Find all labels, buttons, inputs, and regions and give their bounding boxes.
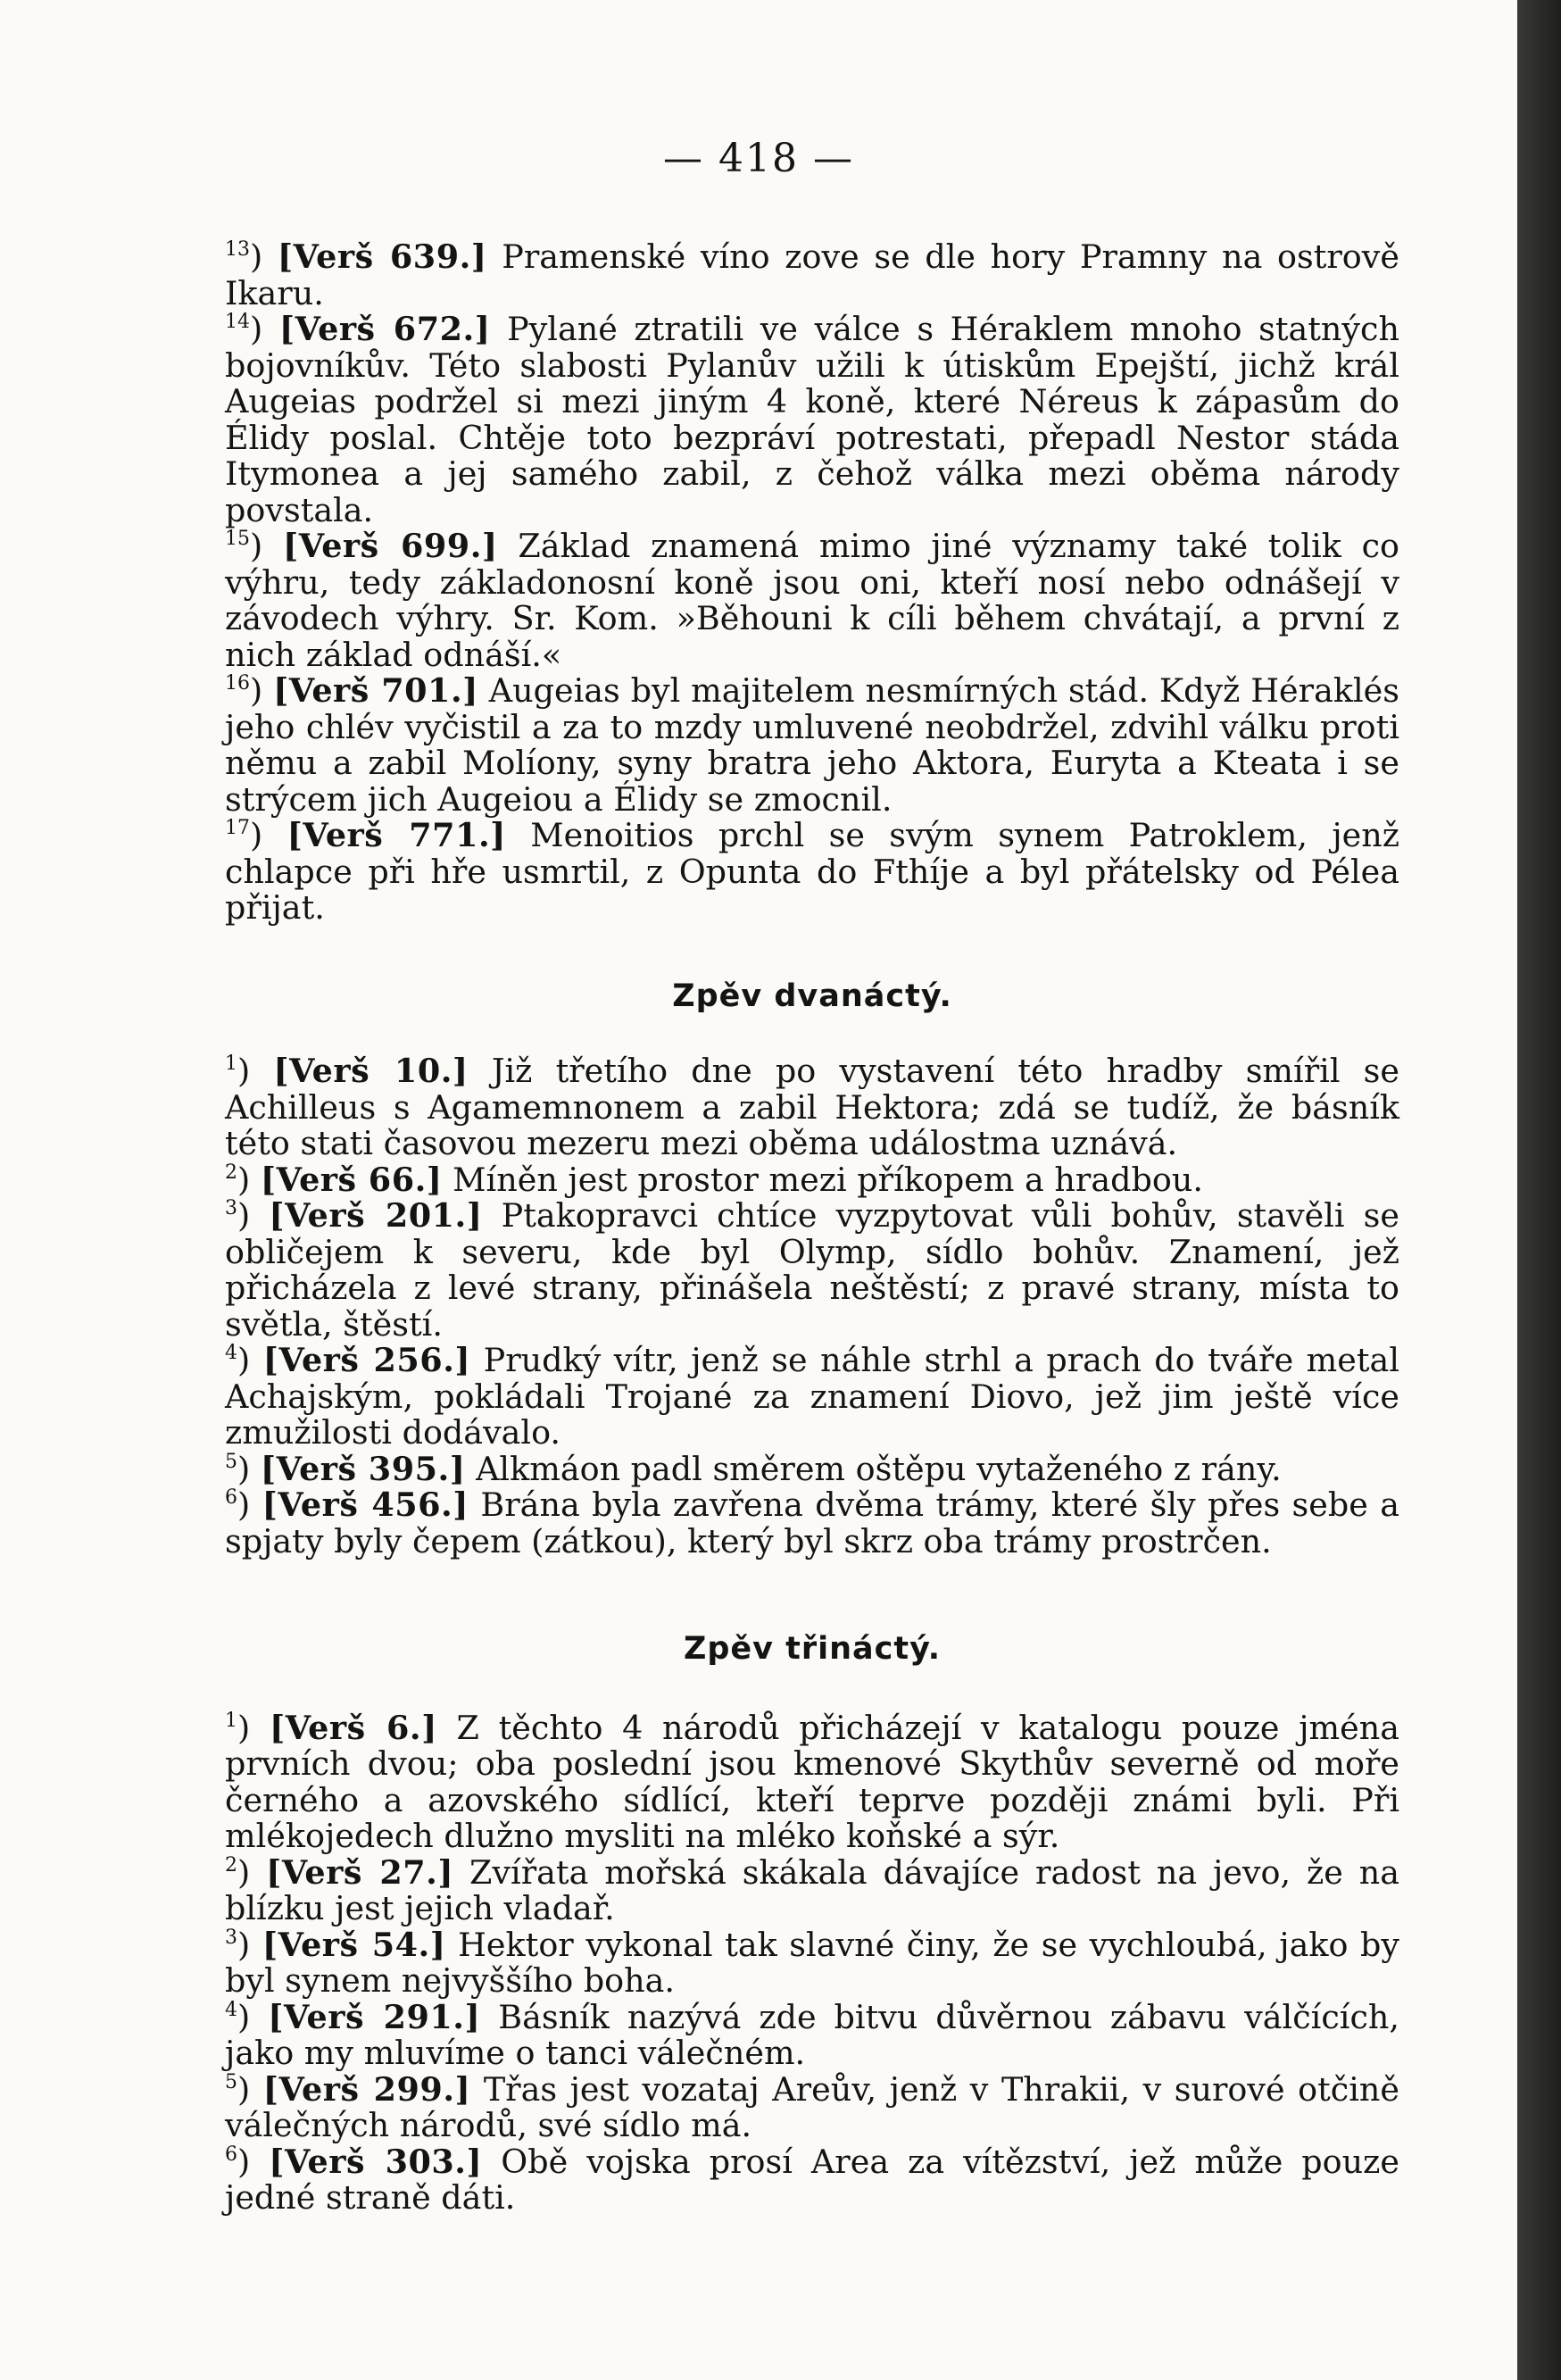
- verse-reference: [Verš 672.]: [278, 310, 491, 348]
- note-text: Prudký vítr, jenž se náhle strhl a prach do tváře metal Achajským, pokládali Trojané za znamení Diovo, jež jim ještě více zmužilosti dodávalo.: [225, 1341, 1399, 1452]
- verse-reference: [Verš 456.]: [262, 1485, 469, 1524]
- note-number: 16: [225, 672, 250, 695]
- section-twelve-notes: [225, 1053, 1399, 1560]
- note-text: Básník nazývá zde bitvu důvěrnou zábavu válčících, jako my mluvíme o tanci válečném.: [225, 1997, 1399, 2072]
- note-item: $^4$) [Verš 291.] Básník nazývá zde bitvu důvěrnou zábavu válčících, jako my mluvíme o tanci válečném.: [225, 1997, 1399, 2072]
- note-item: $^4$) [Verš 256.] Prudký vítr, jenž se náhle strhl a prach do tváře metal Achajským, pokládali Trojané za znamení Diovo, jež jim ještě více zmužilosti dodávalo.: [225, 1341, 1399, 1452]
- note-number: 4: [225, 1998, 237, 2021]
- note-item: $^6$) [Verš 303.] Obě vojska prosí Area za vítězství, jež může pouze jedné straně dáti.: [225, 2142, 1399, 2217]
- note-text: Již třetího dne po vystavení této hradby smířil se Achilleus s Agamemnonem a zabil Hektora; zdá se tudíž, že básník této stati časovou mezeru mezi oběma událostma uznává.: [225, 1052, 1400, 1162]
- scan-edge: [1517, 0, 1561, 2380]
- note-item: $^1$) [Verš 6.] Z těchto 4 národů přicházejí v katalogu pouze jména prvních dvou; oba poslední jsou kmenové Skythův severně od moře černého a azovského sídlící, kteří teprve později známi byli. Při mlékojedech dlužno mysliti na mléko koňské a sýr.: [225, 1708, 1400, 1855]
- note-text: Menoitios prchl se svým synem Patroklem, jenž chlapce při hře usmrtil, z Opunta do Fthíje a byl přátelsky od Pélea přijat.: [225, 816, 1399, 927]
- note-text: Zvířata mořská skákala dávajíce radost na jevo, že na blízku jest jejich vladař.: [225, 1852, 1400, 1927]
- note-item: $^3$) [Verš 201.] Ptakopravci chtíce vyzpytovat vůli bohův, stavěli se obličejem k severu, kde byl Olymp, sídlo bohův. Znamení, jež přicházela z levé strany, přinášela neštěstí; z pravé strany, místa to světla, štěstí.: [225, 1196, 1400, 1344]
- note-item: $^5$) [Verš 299.] Třas jest vozataj Areův, jenž v Thrakii, v surové otčině válečných národů, své sídlo má.: [225, 2069, 1399, 2144]
- note-number: 2: [225, 1161, 237, 1184]
- notes-content: [225, 239, 1399, 2217]
- note-number: 6: [225, 2143, 237, 2166]
- note-text: Třas jest vozataj Areův, jenž v Thrakii, v surové otčině válečných národů, své sídlo má.: [225, 2069, 1399, 2144]
- verse-reference: [Verš 27.]: [266, 1852, 454, 1892]
- note-text: Pylané ztratili ve válce s Héraklem mnoho statných bojovníkův. Této slabosti Pylanův užili k útiskům Epejští, jichž král Augeias podržel si mezi jiným 4 koně, které Néreus k zápasům do Élidy poslal. Chtěje toto bezpráví potrestati, přepadl Nestor stáda Itymonea a jej samého zabil, z čehož válka mezi oběma národy povstala.: [225, 310, 1400, 529]
- section-heading-twelve: Zpěv dvanáctý.: [672, 978, 952, 1014]
- note-text: Pramenské víno zove se dle hory Pramny na ostrově Ikaru.: [225, 237, 1400, 312]
- verse-reference: [Verš 54.]: [262, 1925, 446, 1964]
- note-number: 5: [225, 1450, 237, 1473]
- note-number: 5: [225, 2070, 237, 2093]
- note-item: $^2$) [Verš 27.] Zvířata mořská skákala dávajíce radost na jevo, že na blízku jest jejich vladař.: [225, 1852, 1400, 1927]
- verse-reference: [Verš 256.]: [262, 1341, 471, 1379]
- note-number: 3: [225, 1197, 237, 1219]
- note-item: $^{17}$) [Verš 771.] Menoitios prchl se svým synem Patroklem, jenž chlapce při hře usmrtil, z Opunta do Fthíje a byl přátelsky od Pélea přijat.: [225, 816, 1399, 927]
- note-item: $^2$) [Verš 66.] Míněn jest prostor mezi příkopem a hradbou.: [225, 1160, 1203, 1199]
- note-item: $^1$) [Verš 10.] Již třetího dne po vystavení této hradby smířil se Achilleus s Agamemnonem a zabil Hektora; zdá se tudíž, že básník této stati časovou mezeru mezi oběma událostma uznává.: [225, 1052, 1400, 1162]
- note-text: Míněn jest prostor mezi příkopem a hradbou.: [442, 1160, 1203, 1199]
- verse-reference: [Verš 291.]: [268, 1997, 481, 2036]
- note-text: Alkmáon padl směrem oštěpu vytaženého z rány.: [465, 1449, 1282, 1488]
- note-item: $^{13}$) [Verš 639.] Pramenské víno zove se dle hory Pramny na ostrově Ikaru.: [225, 237, 1400, 312]
- note-item: $^{15}$) [Verš 699.] Základ znamená mimo jiné významy také tolik co výhru, tedy základonosní koně jsou oni, kteří nosí nebo odnášejí v závodech výhry. Sr. Kom. »Běhouni k cíli během chvátají, a první z nich základ odnáší.«: [225, 527, 1399, 674]
- note-text: Základ znamená mimo jiné významy také tolik co výhru, tedy základonosní koně jsou oni, kteří nosí nebo odnášejí v závodech výhry. Sr. Kom. »Běhouni k cíli během chvátají, a první z nich základ odnáší.«: [225, 527, 1399, 674]
- note-item: $^{14}$) [Verš 672.] Pylané ztratili ve válce s Héraklem mnoho statných bojovníkův. Této slabosti Pylanův užili k útiskům Epejští, jichž král Augeias podržel si mezi jiným 4 koně, které Néreus k zápasům do Élidy poslal. Chtěje toto bezpráví potrestati, přepadl Nestor stáda Itymonea a jej samého zabil, z čehož válka mezi oběma národy povstala.: [225, 310, 1400, 529]
- note-number: 1: [225, 1709, 237, 1732]
- page-number: — 418 —: [663, 136, 854, 181]
- section-heading-thirteen: Zpěv třináctý.: [683, 1631, 942, 1667]
- verse-reference: [Verš 701.]: [273, 671, 478, 710]
- verse-reference: [Verš 699.]: [282, 527, 498, 565]
- note-number: 1: [225, 1053, 237, 1075]
- verse-reference: [Verš 395.]: [260, 1449, 466, 1488]
- section-thirteen-notes: [225, 1710, 1399, 2217]
- note-number: 4: [225, 1342, 237, 1364]
- note-text: Brána byla zavřena dvěma trámy, které šly přes sebe a spjaty byly čepem (zátkou), který byl skrz oba trámy prostrčen.: [225, 1485, 1399, 1560]
- note-number: 15: [225, 528, 250, 550]
- section-previous-notes: [225, 239, 1399, 927]
- verse-reference: [Verš 66.]: [260, 1160, 443, 1199]
- note-item: $^3$) [Verš 54.] Hektor vykonal tak slavné činy, že se vychloubá, jako by byl synem nejvyššího boha.: [225, 1925, 1400, 2000]
- note-text: Obě vojska prosí Area za vítězství, jež může pouze jedné straně dáti.: [225, 2142, 1399, 2217]
- verse-reference: [Verš 303.]: [269, 2142, 483, 2181]
- note-text: Augeias byl majitelem nesmírných stád. Když Héraklés jeho chlév vyčistil a za to mzdy umluvené neobdržel, zdvihl válku proti němu a zabil Molíony, syny bratra jeho Aktora, Euryta a Kteata i se strýcem jich Augeiou a Élidy se zmocnil.: [225, 671, 1399, 819]
- note-number: 14: [225, 311, 250, 333]
- note-text: Ptakopravci chtíce vyzpytovat vůli bohův, stavěli se obličejem k severu, kde byl Olymp, sídlo bohův. Znamení, jež přicházela z levé strany, přinášela neštěstí; z pravé strany, místa to světla, štěstí.: [225, 1196, 1400, 1344]
- note-number: 17: [225, 817, 250, 839]
- note-text: Hektor vykonal tak slavné činy, že se vychloubá, jako by byl synem nejvyššího boha.: [225, 1925, 1400, 2000]
- verse-reference: [Verš 771.]: [286, 816, 506, 854]
- note-text: Z těchto 4 národů přicházejí v katalogu pouze jména prvních dvou; oba poslední jsou kmenové Skythův severně od moře černého a azovského sídlící, kteří teprve později známi byli. Při mlékojedech dlužno mysliti na mléko koňské a sýr.: [225, 1708, 1400, 1855]
- note-item: $^5$) [Verš 395.] Alkmáon padl směrem oštěpu vytaženého z rány.: [225, 1449, 1282, 1488]
- note-number: 2: [225, 1853, 237, 1877]
- note-item: $^6$) [Verš 456.] Brána byla zavřena dvěma trámy, které šly přes sebe a spjaty byly čepem (zátkou), který byl skrz oba trámy prostrčen.: [225, 1485, 1399, 1560]
- note-number: 6: [225, 1486, 237, 1509]
- verse-reference: [Verš 6.]: [269, 1708, 437, 1747]
- verse-reference: [Verš 299.]: [262, 2069, 471, 2109]
- note-number: 13: [225, 238, 250, 261]
- verse-reference: [Verš 10.]: [273, 1052, 469, 1090]
- verse-reference: [Verš 639.]: [277, 237, 487, 276]
- note-number: 3: [225, 1926, 237, 1949]
- verse-reference: [Verš 201.]: [269, 1196, 483, 1235]
- note-item: $^{16}$) [Verš 701.] Augeias byl majitelem nesmírných stád. Když Héraklés jeho chlév vyčistil a za to mzdy umluvené neobdržel, zdvihl válku proti němu a zabil Molíony, syny bratra jeho Aktora, Euryta a Kteata i se strýcem jich Augeiou a Élidy se zmocnil.: [225, 671, 1399, 819]
